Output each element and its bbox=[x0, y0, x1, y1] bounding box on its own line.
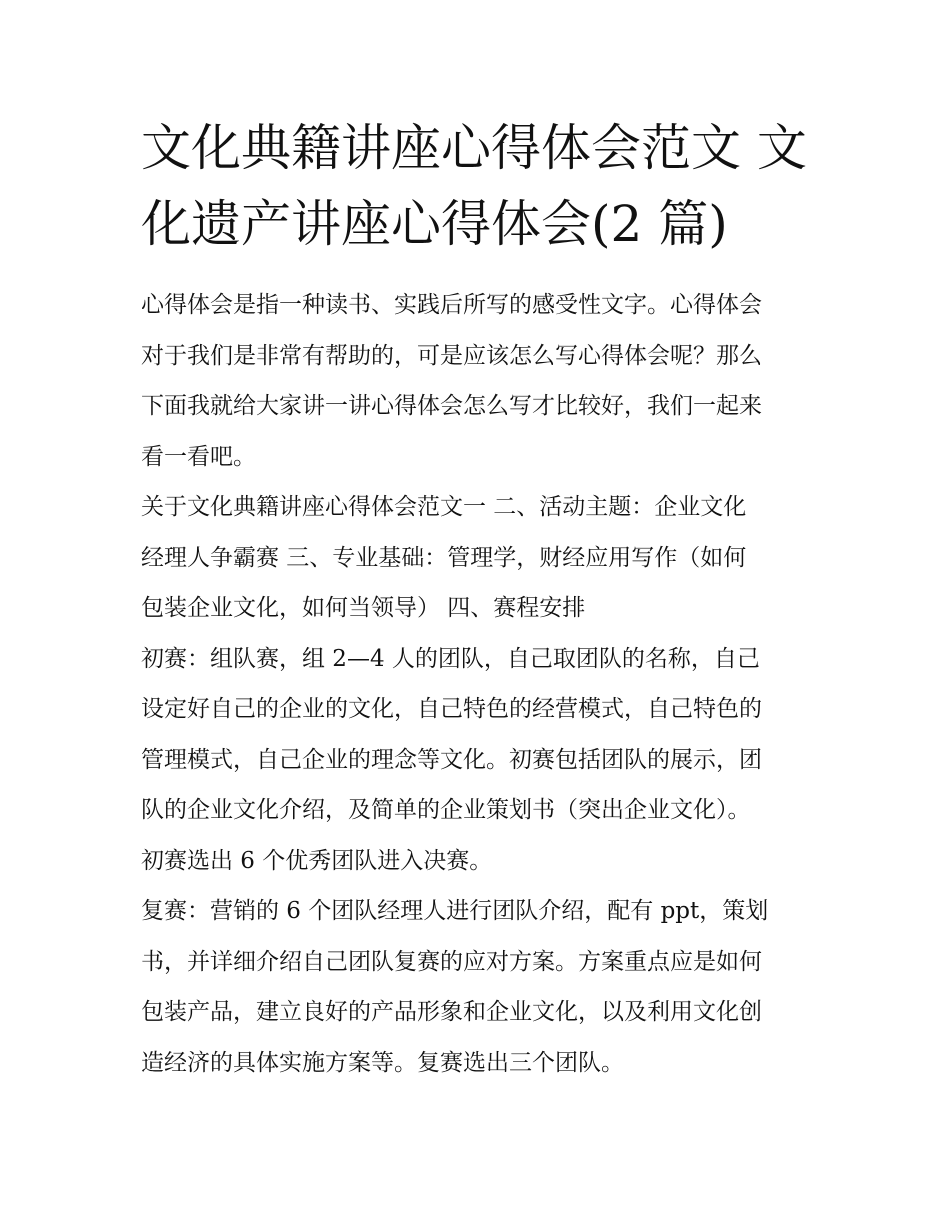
body-line: 经理人争霸赛 三、专业基础：管理学，财经应用写作（如何 bbox=[141, 544, 747, 571]
body-line: 设定好自己的企业的文化，自己特色的经营模式，自己特色的 bbox=[141, 696, 762, 722]
body-line: 管理模式，自己企业的理念等文化。初赛包括团队的展示，团 bbox=[141, 746, 762, 773]
document-page bbox=[141, 110, 821, 1088]
body-line: 初赛：组队赛，组 2—4 人的团队，自己取团队的名称，自己 bbox=[141, 645, 760, 672]
body-line: 心得体会是指一种读书、实践后所写的感受性文字。心得体会 bbox=[141, 292, 762, 318]
title-line: 文化典籍讲座心得体会范文 文 bbox=[141, 119, 807, 177]
document-title bbox=[141, 110, 821, 262]
body-line: 对于我们是非常有帮助的，可是应该怎么写心得体会呢？那么 bbox=[141, 342, 762, 369]
body-line: 关于文化典籍讲座心得体会范文一 二、活动主题：企业文化 bbox=[141, 494, 747, 520]
body-line: 初赛选出 6 个优秀团队进入决赛。 bbox=[141, 847, 493, 874]
body-line: 复赛：营销的 6 个团队经理人进行团队介绍，配有 ppt，策划 bbox=[141, 898, 769, 924]
body-line: 造经济的具体实施方案等。复赛选出三个团队。 bbox=[141, 1049, 624, 1076]
body-line: 包装产品，建立良好的产品形象和企业文化，以及利用文化创 bbox=[141, 999, 762, 1025]
body-line: 书，并详细介绍自己团队复赛的应对方案。方案重点应是如何 bbox=[141, 948, 762, 975]
body-line: 队的企业文化介绍，及简单的企业策划书（突出企业文化）。 bbox=[141, 797, 751, 823]
body-line: 包装企业文化，如何当领导） 四、赛程安排 bbox=[141, 595, 586, 621]
title-line: 化遗产讲座心得体会(2 篇) bbox=[141, 195, 728, 253]
body-line: 看一看吧。 bbox=[141, 443, 256, 470]
document-body bbox=[141, 280, 821, 1088]
body-line: 下面我就给大家讲一讲心得体会怎么写才比较好，我们一起来 bbox=[141, 393, 762, 419]
